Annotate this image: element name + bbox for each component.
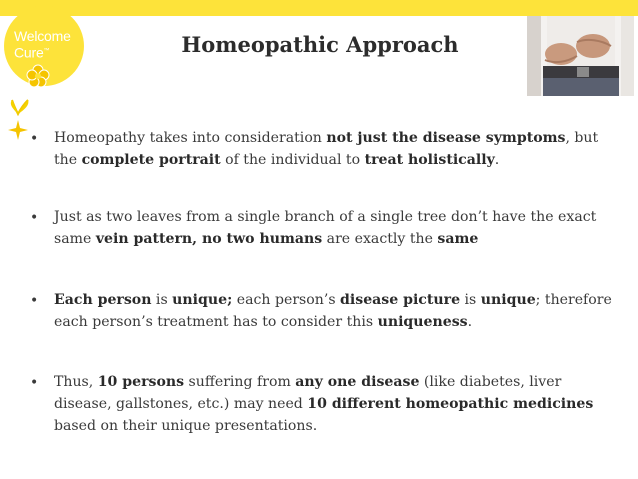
body-text: . — [494, 152, 500, 168]
bullet-item-4 — [30, 371, 620, 437]
emphasis-text: any one disease — [295, 374, 420, 390]
emphasis-text: not just the disease symptoms — [326, 130, 566, 146]
emphasis-text: 10 persons — [97, 374, 185, 390]
emphasis-text: unique — [480, 292, 536, 308]
body-text: based on their unique presentations. — [54, 418, 318, 434]
bullet-item-1 — [30, 127, 620, 171]
emphasis-text: 10 different homeopathic medicines — [307, 396, 594, 412]
logo-text — [14, 29, 74, 61]
body-text: is — [151, 292, 173, 308]
emphasis-text: vein pattern, no two humans — [95, 231, 323, 247]
page-title: Homeopathic Approach — [181, 32, 459, 57]
body-text: ; therefore each person’s treatment has to consider this — [54, 292, 612, 330]
body-text: of the individual to — [220, 152, 365, 168]
body-text: are exactly the — [322, 231, 438, 247]
emphasis-text: Each person — [54, 292, 152, 308]
emphasis-text: complete portrait — [81, 152, 221, 168]
body-text: . — [467, 314, 473, 330]
stomach-pain-photo — [527, 16, 634, 96]
body-text: is — [460, 292, 481, 308]
emphasis-text: uniqueness — [377, 314, 468, 330]
flower-icon — [26, 64, 50, 88]
logo-line-2: Cure™ — [14, 44, 50, 61]
bullet-text — [54, 292, 612, 330]
body-text: , but the — [54, 130, 599, 168]
bullet-marker: • — [30, 375, 39, 391]
bullet-text — [54, 209, 596, 247]
body-text: each person’s — [232, 292, 341, 308]
bullet-marker: • — [30, 131, 39, 147]
bullet-marker: • — [30, 293, 39, 309]
bullet-text — [54, 130, 598, 168]
body-text: (like diabetes, liver disease, gallstones, etc.) may need — [54, 374, 562, 412]
emphasis-text: unique; — [172, 292, 233, 308]
welcome-cure-logo[interactable] — [4, 6, 84, 86]
bullet-item-2 — [30, 206, 620, 250]
bullet-marker: • — [30, 210, 39, 226]
photo-illustration — [527, 16, 634, 96]
logo-line-1: Welcome — [14, 28, 71, 44]
emphasis-text: disease picture — [340, 292, 461, 308]
body-text: Just as two leaves from a single branch of a single tree don’t have the exact same — [54, 209, 597, 247]
body-text: Homeopathy takes into consideration — [54, 130, 327, 146]
top-brand-bar — [0, 0, 638, 16]
body-text: Thus, — [54, 374, 98, 390]
emphasis-text: treat holistically — [364, 152, 495, 168]
bullet-item-3 — [30, 289, 620, 333]
body-text: suffering from — [184, 374, 296, 390]
bullet-text — [54, 374, 593, 434]
emphasis-text: same — [437, 231, 479, 247]
